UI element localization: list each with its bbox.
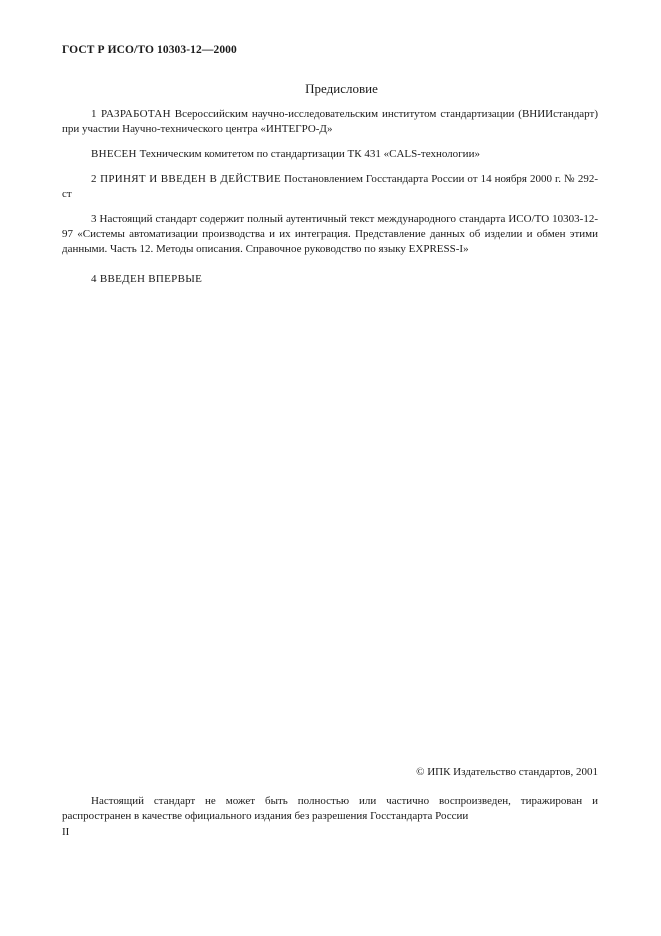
foreword-paragraph-2	[62, 147, 598, 162]
paragraph-2-lead: ВНЕСЕН	[91, 148, 137, 160]
reproduction-notice: Настоящий стандарт не может быть полностью или частично воспроизведен, тиражирован и распространен в качестве официального издания без разрешения Госстандарта России	[62, 795, 598, 822]
paragraph-1-text: Всероссийским научно-исследовательским институтом стандартизации (ВНИИстандарт) при участии Научно-технического центра «ИНТЕГРО-Д»	[62, 108, 599, 135]
copyright-notice: © ИПК Издательство стандартов, 2001	[416, 766, 598, 778]
foreword-title: Предисловие	[305, 81, 378, 96]
foreword-paragraph-4	[62, 212, 598, 257]
foreword-paragraph-3	[62, 172, 598, 202]
foreword-paragraph-1	[62, 107, 598, 137]
paragraph-2-text: Техническим комитетом по стандартизации ТК 431 «CALS-технологии»	[136, 148, 480, 160]
paragraph-5-lead: 4 ВВЕДЕН ВПЕРВЫЕ	[91, 273, 203, 285]
foreword-paragraph-5	[62, 272, 598, 287]
standard-code-header: ГОСТ Р ИСО/ТО 10303-12—2000	[62, 44, 237, 56]
paragraph-1-lead: 1 РАЗРАБОТАН	[91, 108, 171, 120]
paragraph-3-text: Постановлением Госстандарта России от 14 ноября 2000 г. № 292-ст	[62, 173, 598, 200]
page-number: II	[62, 826, 70, 838]
paragraph-4-text: 3 Настоящий стандарт содержит полный аутентичный текст международного стандарта ИСО/ТО 10303-12-97 «Системы автоматизации производства и их интеграция. Представление данных об изделии и обмен этими данными. Часть 12. Методы описания. Справочное руководство по языку EXPRESS-I»	[62, 213, 598, 255]
paragraph-3-lead: 2 ПРИНЯТ И ВВЕДЕН В ДЕЙСТВИЕ	[91, 173, 282, 185]
